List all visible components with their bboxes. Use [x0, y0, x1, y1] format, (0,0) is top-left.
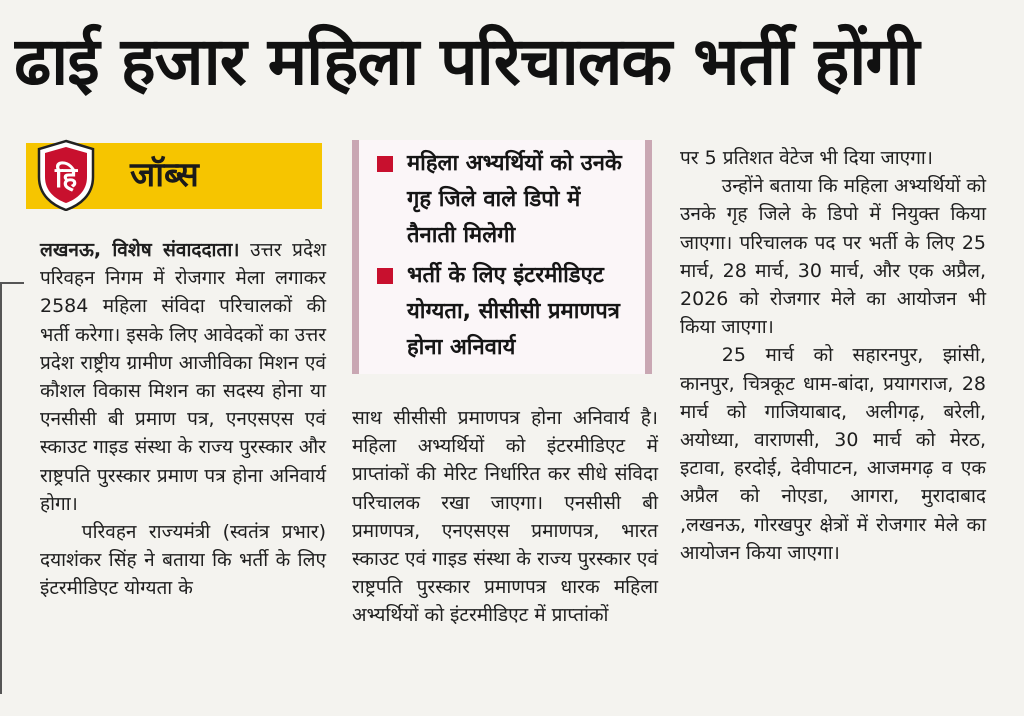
square-bullet-icon [377, 268, 393, 284]
article-column-3 [680, 144, 986, 567]
headline: ढाई हजार महिला परिचालक भर्ती होंगी [14, 23, 919, 100]
highlight-item [377, 258, 635, 366]
column3-paragraph-3: 25 मार्च को सहारनपुर, झांसी, कानपुर, चित्रकूट धाम-बांदा, प्रयागराज, 28 मार्च को गाजियाबाद, अलीगढ़, बरेली, अयोध्या, वाराणसी, 30 मार्च को मेरठ, इटावा, हरदोई, देवीपाटन, आजमगढ़ व एक अप्रैल को नोएडा, आगरा, मुरादाबाद ,लखनऊ, गोरखपुर क्षेत्रों में रोजगार मेले का आयोजन किया जाएगा। [680, 344, 986, 564]
column3-paragraph-2: उन्होंने बताया कि महिला अभ्यर्थियों को उनके गृह जिले के डिपो में नियुक्त किया जाएगा। परिचालक पद पर भर्ती के लिए 25 मार्च, 28 मार्च, 30 मार्च, और एक अप्रैल, 2026 को रोजगार मेले का आयोजन भी किया जाएगा। [680, 175, 986, 339]
square-bullet-icon [377, 156, 393, 172]
article-column-2 [352, 404, 658, 630]
column1-paragraph-1 [40, 236, 326, 518]
column2-paragraph-1: साथ सीसीसी प्रमाणपत्र होना अनिवार्य है। महिला अभ्यर्थियों को इंटरमीडिएट में प्राप्तांकों की मेरिट निर्धारित कर सीधे संविदा परिचालक रखा जाएगा। एनसीसी बी प्रमाणपत्र, एनएसएस प्रमाणपत्र, भारत स्काउट एवं गाइड संस्था के राज्य पुरस्कार एवं राष्ट्रपति पुरस्कार प्रमाणपत्र धारक महिला अभ्यर्थियों को इंटरमीडिएट में प्राप्तांकों [352, 407, 658, 627]
jobs-section-banner [26, 143, 322, 209]
hindustan-logo-icon [36, 139, 96, 211]
dateline: लखनऊ, विशेष संवाददाता। [40, 239, 240, 261]
column1-paragraph-2: परिवहन राज्यमंत्री (स्वतंत्र प्रभार) दयाशंकर सिंह ने बताया कि भर्ती के लिए इंटरमीडिएट योग्यता के [40, 521, 326, 600]
article-column-1 [40, 236, 326, 603]
highlights-box [352, 140, 652, 374]
highlight-text: भर्ती के लिए इंटरमीडिएट योग्यता, सीसीसी प्रमाणपत्र होना अनिवार्य [407, 263, 620, 360]
highlight-item [377, 146, 635, 254]
logo-letter: हि [54, 161, 78, 194]
page-edge-rule [0, 284, 6, 694]
column1-text-1: उत्तर प्रदेश परिवहन निगम में रोजगार मेला लगाकर 2584 महिला संविदा परिचालकों की भर्ती करेगा। इसके लिए आवेदकों का उत्तर प्रदेश राष्ट्रीय ग्रामीण आजीविका मिशन एवं कौशल विकास मिशन का सदस्य होना या एनसीसी बी प्रमाण पत्र, एनएसएस एवं स्काउट गाइड संस्था के राज्य पुरस्कार और राष्ट्रपति पुरस्कार प्रमाण पत्र होना अनिवार्य होगा। [40, 239, 327, 515]
column3-paragraph-1: पर 5 प्रतिशत वेटेज भी दिया जाएगा। [680, 147, 934, 169]
highlight-text: महिला अभ्यर्थियों को उनके गृह जिले वाले डिपो में तैनाती मिलेगी [407, 151, 622, 248]
jobs-label: जॉब्स [130, 155, 199, 195]
